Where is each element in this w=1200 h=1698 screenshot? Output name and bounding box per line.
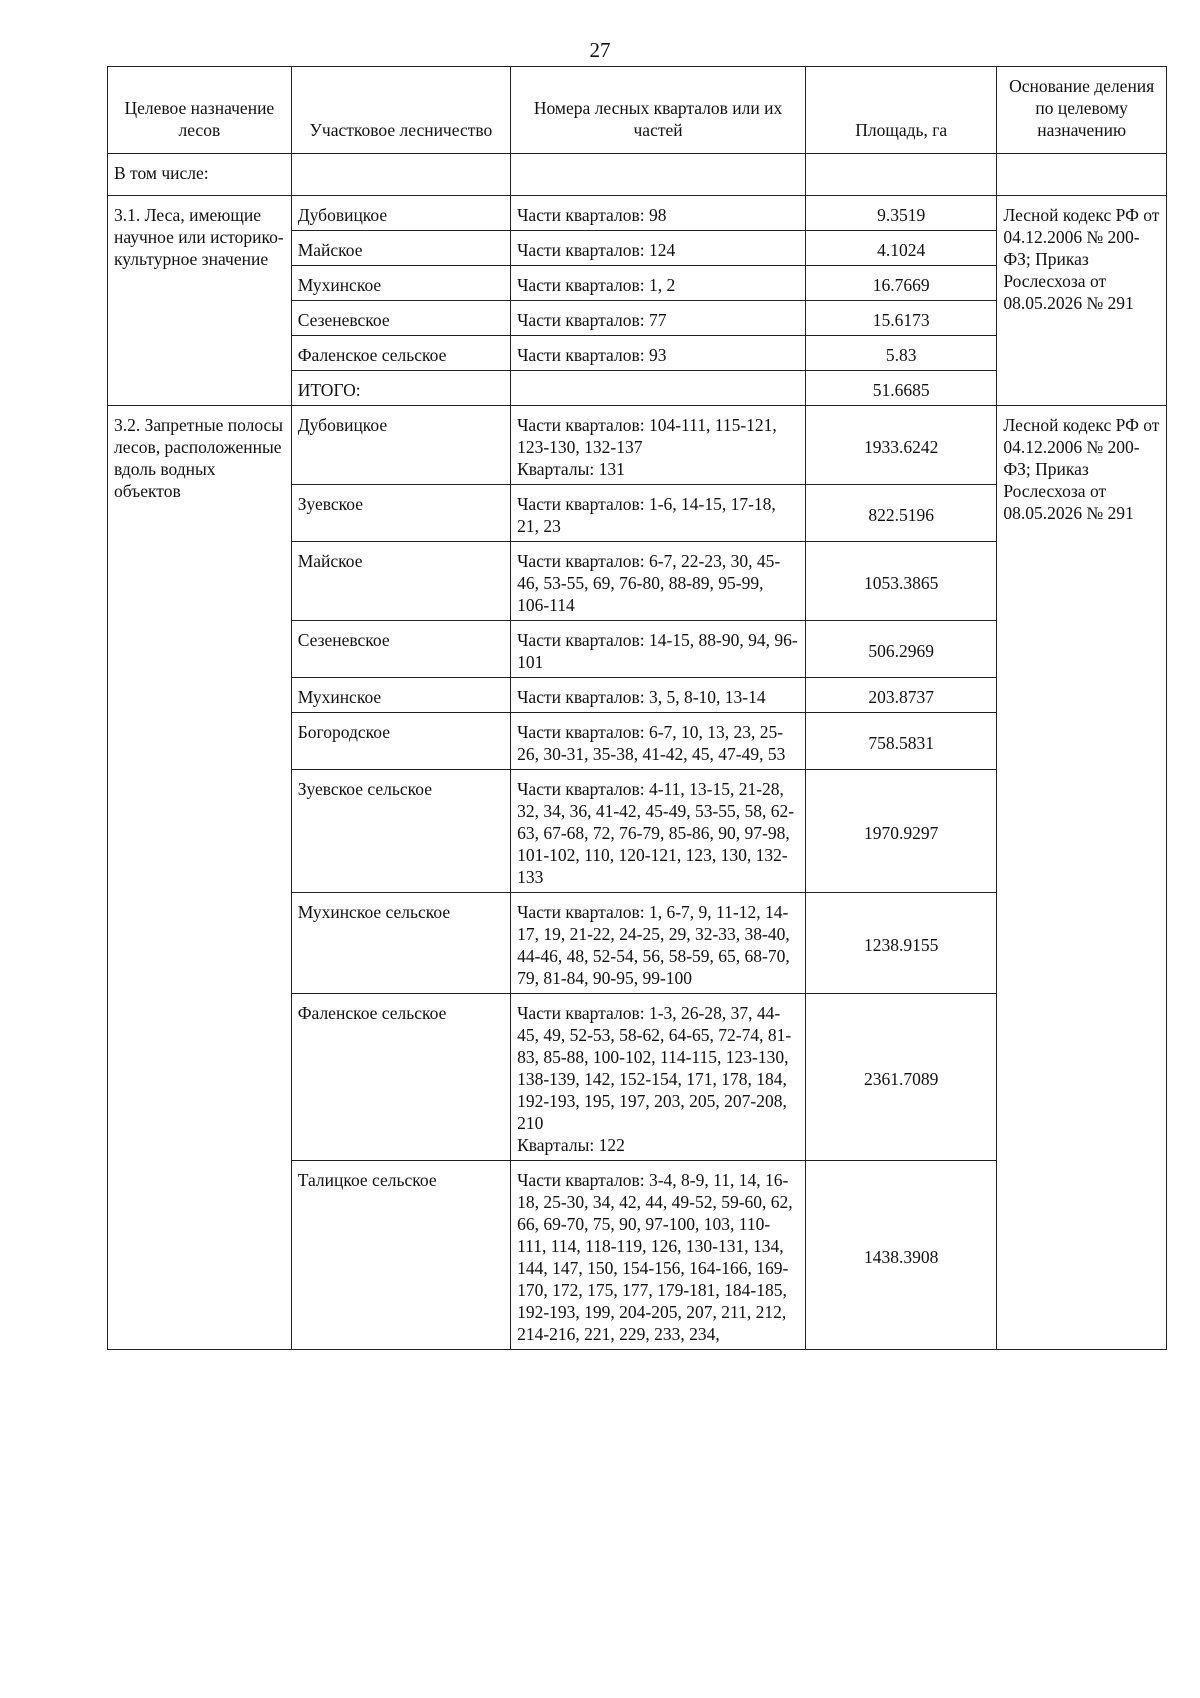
- legal-basis: Лесной кодекс РФ от 04.12.2006 № 200-ФЗ; Приказ Рослесхоза от 08.05.2026 № 291: [997, 406, 1167, 1350]
- quarter-numbers: Части кварталов: 1-6, 14-15, 17-18, 21, 23: [511, 485, 806, 542]
- header-area: Площадь, га: [806, 67, 997, 154]
- table-row: [108, 406, 1167, 485]
- area-value: 1933.6242: [806, 406, 997, 485]
- area-value: 2361.7089: [806, 994, 997, 1161]
- quarter-numbers: Части кварталов: 1-3, 26-28, 37, 44-45, 49, 52-53, 58-62, 64-65, 72-74, 81-83, 85-88, 100-102, 114-115, 123-130, 138-139, 142, 152-154, 171, 178, 184, 192-193, 195, 197, 203, 205, 207-208, 210 Кварталы: 122: [511, 994, 806, 1161]
- quarter-numbers: Части кварталов: 1, 2: [511, 266, 806, 301]
- header-quarters: Номера лесных кварталов или их частей: [511, 67, 806, 154]
- forestry-name: Зуевское сельское: [291, 770, 510, 893]
- forestry-name: Сезеневское: [291, 301, 510, 336]
- total-label: ИТОГО:: [291, 371, 510, 406]
- area-value: 506.2969: [806, 621, 997, 678]
- quarter-numbers: Части кварталов: 6-7, 10, 13, 23, 25-26, 30-31, 35-38, 41-42, 45, 47-49, 53: [511, 713, 806, 770]
- area-value: 4.1024: [806, 231, 997, 266]
- forestry-name: Мухинское: [291, 678, 510, 713]
- header-basis: Основание деления по целевому назначению: [997, 67, 1167, 154]
- forestry-name: Сезеневское: [291, 621, 510, 678]
- forest-purpose-table: [107, 66, 1167, 1350]
- forestry-name: Майское: [291, 542, 510, 621]
- quarter-numbers: Части кварталов: 93: [511, 336, 806, 371]
- quarter-numbers: Части кварталов: 104-111, 115-121, 123-130, 132-137 Кварталы: 131: [511, 406, 806, 485]
- area-value: 1970.9297: [806, 770, 997, 893]
- section-2: [108, 406, 1167, 1350]
- area-value: 203.8737: [806, 678, 997, 713]
- quarter-numbers: Части кварталов: 124: [511, 231, 806, 266]
- section-title: 3.1. Леса, имеющие научное или историко- культурное значение: [108, 196, 292, 406]
- quarter-numbers: Части кварталов: 4-11, 13-15, 21-28, 32, 34, 36, 41-42, 45-49, 53-55, 58, 62-63, 67-68, 72, 76-79, 85-86, 90, 97-98, 101-102, 110, 120-121, 123, 130, 132-133: [511, 770, 806, 893]
- quarter-numbers: Части кварталов: 98: [511, 196, 806, 231]
- area-value: 16.7669: [806, 266, 997, 301]
- including-row: [108, 154, 1167, 196]
- total-empty: [511, 371, 806, 406]
- area-value: 1053.3865: [806, 542, 997, 621]
- forestry-name: Мухинское сельское: [291, 893, 510, 994]
- forestry-name: Зуевское: [291, 485, 510, 542]
- quarter-numbers: Части кварталов: 77: [511, 301, 806, 336]
- forestry-name: Фаленское сельское: [291, 336, 510, 371]
- table-header-row: [108, 67, 1167, 154]
- area-value: 758.5831: [806, 713, 997, 770]
- area-value: 9.3519: [806, 196, 997, 231]
- quarter-numbers: Части кварталов: 1, 6-7, 9, 11-12, 14-17, 19, 21-22, 24-25, 29, 32-33, 38-40, 44-46, 48, 52-54, 56, 58-59, 65, 68-70, 79, 81-84, 90-95, 99-100: [511, 893, 806, 994]
- section-title: 3.2. Запретные полосы лесов, расположенные вдоль водных объектов: [108, 406, 292, 1350]
- page-number: 27: [589, 38, 611, 62]
- quarter-numbers: Части кварталов: 3, 5, 8-10, 13-14: [511, 678, 806, 713]
- forestry-name: Фаленское сельское: [291, 994, 510, 1161]
- quarter-numbers: Части кварталов: 6-7, 22-23, 30, 45-46, 53-55, 69, 76-80, 88-89, 95-99, 106-114: [511, 542, 806, 621]
- area-value: 1438.3908: [806, 1161, 997, 1350]
- quarter-numbers: Части кварталов: 14-15, 88-90, 94, 96-101: [511, 621, 806, 678]
- area-value: 5.83: [806, 336, 997, 371]
- quarter-numbers: Части кварталов: 3-4, 8-9, 11, 14, 16-18, 25-30, 34, 42, 44, 49-52, 59-60, 62, 66, 69-70, 75, 90, 97-100, 103, 110-111, 114, 118-119, 126, 130-131, 134, 144, 147, 150, 154-156, 164-166, 169-170, 172, 175, 177, 179-181, 184-185, 192-193, 199, 204-205, 207, 211, 212, 214-216, 221, 229, 233, 234,: [511, 1161, 806, 1350]
- header-forestry: Участковое лесничество: [291, 67, 510, 154]
- forestry-name: Богородское: [291, 713, 510, 770]
- forestry-name: Дубовицкое: [291, 406, 510, 485]
- including-label: В том числе:: [108, 154, 292, 196]
- section-1: [108, 196, 1167, 406]
- forestry-name: Дубовицкое: [291, 196, 510, 231]
- forestry-name: Мухинское: [291, 266, 510, 301]
- area-value: 15.6173: [806, 301, 997, 336]
- forestry-name: Талицкое сельское: [291, 1161, 510, 1350]
- total-area: 51.6685: [806, 371, 997, 406]
- table-row: [108, 196, 1167, 231]
- header-purpose: Целевое назначение лесов: [108, 67, 292, 154]
- area-value: 822.5196: [806, 485, 997, 542]
- forestry-name: Майское: [291, 231, 510, 266]
- area-value: 1238.9155: [806, 893, 997, 994]
- legal-basis: Лесной кодекс РФ от 04.12.2006 № 200-ФЗ; Приказ Рослесхоза от 08.05.2026 № 291: [997, 196, 1167, 406]
